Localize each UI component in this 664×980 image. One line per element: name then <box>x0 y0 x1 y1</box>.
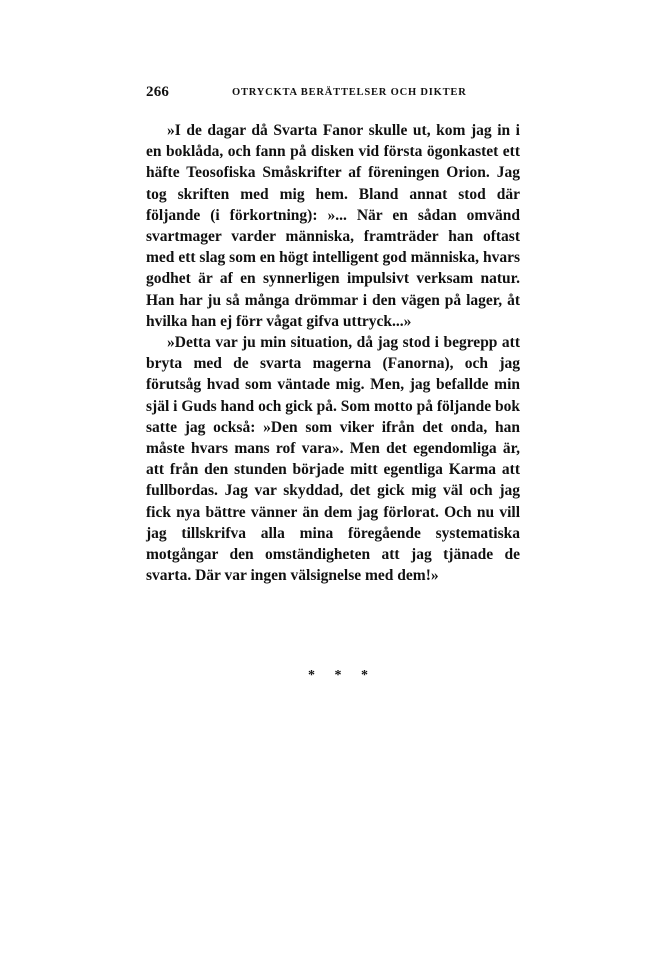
section-break: * * * <box>308 668 368 683</box>
page-number: 266 <box>146 84 170 100</box>
running-title: OTRYCKTA BERÄTTELSER OCH DIKTER <box>232 87 467 98</box>
running-head <box>146 84 520 104</box>
paragraph-1: »I de dagar då Svarta Fanor skulle ut, kom jag in i en boklåda, och fann på disken vid första ögonkastet ett häfte Teosofiska Småskrifter af föreningen Orion. Jag tog skriften med mig hem. Bland annat stod där följande (i förkortning): »... När en sådan omvänd svartmager varder människa, framträder han oftast med ett slag som en högt intelligent god människa, hvars godhet är af en synnerligen impulsivt verksam natur. Han har ju så många drömmar i den vägen på lager, åt hvilka han ej förr vågat gifva uttryck...» <box>146 122 520 330</box>
body-text <box>146 120 520 586</box>
paragraph-2: »Detta var ju min situation, då jag stod i begrepp att bryta med de svarta magerna (Fanorna), och jag förutsåg hvad som väntade mig. Men, jag befallde min själ i Guds hand och gick på. Som motto på följande bok satte jag också: »Den som viker ifrån det onda, han måste hvars mans rof vara». Men det egendomliga är, att från den stunden började mitt egentliga Karma att fullbordas. Jag var skyddad, det gick mig väl och jag fick nya bättre vänner än dem jag förlorat. Och nu vill jag tillskrifva alla mina föregående systematiska motgångar den omständigheten att jag tjänade de svarta. Där var ingen välsignelse med dem!» <box>146 334 520 585</box>
